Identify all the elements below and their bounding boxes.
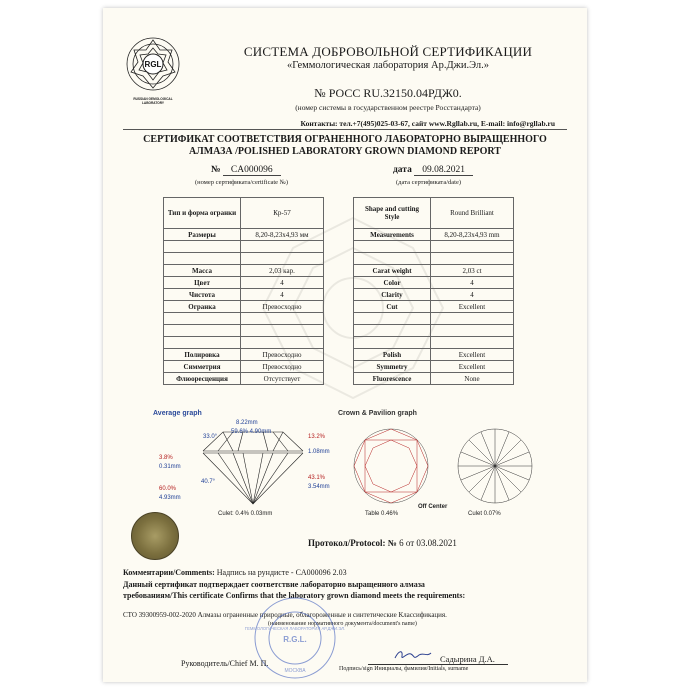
pavilion-depth-pct-label: 43.1% <box>308 475 326 481</box>
certificate-date-value: 09.08.2021 <box>414 165 473 176</box>
hologram-seal <box>131 512 179 560</box>
property-name: Polish <box>354 349 431 361</box>
culet-label: Culet: 0.4% 0.03mm <box>218 511 273 517</box>
handwritten-signature <box>393 648 433 662</box>
property-name: Цвет <box>164 277 241 289</box>
property-value: 4 <box>241 277 324 289</box>
property-value: 8,20-8,23х4,93 mm <box>431 229 514 241</box>
property-name <box>354 241 431 253</box>
property-value: 8,20-8,23х4,93 мм <box>241 229 324 241</box>
table-row <box>354 361 514 373</box>
registration-note: (номер системы в государственном реестре Росстандарта) <box>295 103 481 112</box>
certificate-date <box>393 165 473 175</box>
property-value: 4 <box>241 289 324 301</box>
property-name: Clarity <box>354 289 431 301</box>
table-row <box>354 198 514 229</box>
property-name <box>354 337 431 349</box>
property-value: 4 <box>431 289 514 301</box>
property-name <box>164 337 241 349</box>
comments-value: Надпись на рундисте - CA000096 2.03 <box>216 568 347 577</box>
report-title-line-1: СЕРТИФИКАТ СООТВЕТСТВИЯ ОГРАНЕННОГО ЛАБОРАТОРНО ВЫРАЩЕННОГО <box>143 134 547 145</box>
property-name: Color <box>354 277 431 289</box>
property-value <box>431 337 514 349</box>
table-row <box>354 337 514 349</box>
stamp-ring-text: ГЕММОЛОГИЧЕСКАЯ ЛАБОРАТОРИЯ АР.ДЖИ.ЭЛ. <box>244 626 346 631</box>
property-value <box>241 241 324 253</box>
property-name: Carat weight <box>354 265 431 277</box>
table-row <box>354 349 514 361</box>
registration-number: № РОСС RU.32150.04РДЖ0. <box>314 86 462 100</box>
property-value: Excellent <box>431 349 514 361</box>
signature-line <box>368 664 508 665</box>
rgl-logo <box>123 36 183 106</box>
property-value: Превосходно <box>241 349 324 361</box>
property-value <box>241 337 324 349</box>
property-value <box>241 253 324 265</box>
table-row <box>164 337 324 349</box>
property-name <box>164 241 241 253</box>
table-row <box>164 349 324 361</box>
property-value: 4 <box>431 277 514 289</box>
crown-pavilion-label: Crown & Pavilion graph <box>338 410 417 417</box>
table-row <box>354 229 514 241</box>
pavilion-depth-mm-label: 3.54mm <box>308 484 330 490</box>
property-name <box>354 313 431 325</box>
crown-graph-diagram <box>351 426 431 506</box>
confirmation-line-2: требованиям/This certificate Confirms that the laboratory grown diamond meets the requirements: <box>123 591 466 600</box>
property-name: Чистота <box>164 289 241 301</box>
property-name: Флюоресценция <box>164 373 241 385</box>
certificate-date-caption: (дата сертификата/date) <box>396 179 462 186</box>
property-name <box>164 325 241 337</box>
table-size-label: 59.6% 4.90mm <box>231 429 272 435</box>
comments-label: Комментарии/Comments: <box>123 568 215 577</box>
property-name: Масса <box>164 265 241 277</box>
property-name: Тип и форма огранки <box>164 198 241 229</box>
crown-angle-label: 33.0° <box>203 434 218 440</box>
table-row <box>354 325 514 337</box>
standard-document-note: (наименование нормативного документа/document's name) <box>268 621 417 627</box>
girdle-mm-label: 0.31mm <box>159 464 181 470</box>
property-name: Симметрия <box>164 361 241 373</box>
table-row <box>164 325 324 337</box>
table-row <box>354 265 514 277</box>
property-name: Fluorescence <box>354 373 431 385</box>
property-name: Размеры <box>164 229 241 241</box>
crown-height-pct-label: 13.2% <box>308 434 326 440</box>
property-name <box>354 325 431 337</box>
comments-line <box>123 568 347 577</box>
property-value: Excellent <box>431 301 514 313</box>
lab-name: «Геммологическая лаборатория Ар.Джи.Эл.» <box>286 60 490 71</box>
total-depth-mm-label: 4.93mm <box>159 495 181 501</box>
protocol-line <box>308 538 457 548</box>
stamp-city-text: МОСКВА <box>284 668 306 674</box>
stamp-center-text: R.G.L. <box>283 635 307 644</box>
contacts-line: Контакты: тел.+7(495)025-03-67, сайт www.Rgllab.ru, E-mail: info@rgllab.ru <box>300 119 555 128</box>
table-row <box>354 241 514 253</box>
header-divider <box>123 129 567 130</box>
girdle-pct-label: 3.8% <box>159 455 173 461</box>
table-row <box>354 373 514 385</box>
pavilion-angle-label: 40.7° <box>201 479 216 485</box>
system-title: СИСТЕМА ДОБРОВОЛЬНОЙ СЕРТИФИКАЦИИ <box>243 44 533 59</box>
property-value: Превосходно <box>241 301 324 313</box>
rgl-logo-emblem <box>123 36 183 92</box>
certificate-sheet <box>103 8 587 682</box>
property-name: Cut <box>354 301 431 313</box>
table-row <box>354 301 514 313</box>
certificate-number-value: CA000096 <box>223 165 281 176</box>
property-value: Excellent <box>431 361 514 373</box>
table-row <box>164 229 324 241</box>
table-row <box>164 289 324 301</box>
property-value <box>431 241 514 253</box>
property-value: Превосходно <box>241 361 324 373</box>
total-depth-pct-label: 60.0% <box>159 486 177 492</box>
property-value <box>241 313 324 325</box>
property-value: 2,03 ct <box>431 265 514 277</box>
table-row <box>354 313 514 325</box>
table-row <box>164 301 324 313</box>
certificate-date-label: дата <box>393 165 412 175</box>
crown-height-mm-label: 1.08mm <box>308 449 330 455</box>
protocol-label: Протокол/Protocol: № <box>308 538 397 548</box>
table-row <box>164 313 324 325</box>
table-row <box>164 277 324 289</box>
logo-caption-2: LABORATORY <box>141 101 165 105</box>
property-value: Кр-57 <box>241 198 324 229</box>
chief-label: Руководитель/Chief М. П. <box>181 659 269 668</box>
table-row <box>164 198 324 229</box>
table-row <box>354 253 514 265</box>
diameter-label: 8.22mm <box>236 420 258 426</box>
property-value <box>431 313 514 325</box>
table-offcenter-label: Table 0.46% <box>365 511 399 517</box>
property-name <box>354 253 431 265</box>
property-value <box>241 325 324 337</box>
properties-table-en <box>353 197 514 385</box>
property-name: Полировка <box>164 349 241 361</box>
average-graph-label: Average graph <box>153 410 202 417</box>
property-name: Огранка <box>164 301 241 313</box>
certificate-number <box>211 165 281 175</box>
property-value: Отсутствует <box>241 373 324 385</box>
signatory-name: Садырина Д.А. <box>440 654 495 664</box>
property-value: Round Brilliant <box>431 198 514 229</box>
property-value <box>431 325 514 337</box>
report-title-line-2: АЛМАЗА /POLISHED LABORATORY GROWN DIAMOND REPORT <box>189 146 501 157</box>
property-value <box>431 253 514 265</box>
property-value: None <box>431 373 514 385</box>
table-row <box>354 289 514 301</box>
confirmation-line-1: Данный сертификат подтверждает соответствие лабораторно выращенного алмаза <box>123 580 425 589</box>
culet-offcenter-label: Culet 0.07% <box>468 511 501 517</box>
table-row <box>164 265 324 277</box>
property-name: Shape and cutting Style <box>354 198 431 229</box>
standard-document: СТО 39300959-002-2020 Алмазы ограненные природные, облагороженные и синтетические Классификация. <box>123 611 447 619</box>
off-center-label: Off Center <box>418 504 448 510</box>
table-row <box>164 253 324 265</box>
protocol-value: 6 от 03.08.2021 <box>399 538 457 548</box>
property-value: 2,03 кар. <box>241 265 324 277</box>
property-name: Measurements <box>354 229 431 241</box>
table-row <box>164 241 324 253</box>
logo-text: RGL <box>144 60 162 69</box>
signature-caption: Подпись/sign Инициалы, фамилия/Initials, surname <box>339 666 469 672</box>
logo-caption-1: RUSSIAN GEMOLOGICAL <box>133 97 173 101</box>
table-row <box>354 277 514 289</box>
certificate-number-label: № <box>211 165 221 175</box>
table-row <box>164 361 324 373</box>
property-name: Symmetry <box>354 361 431 373</box>
certificate-number-caption: (номер сертификата/certificate №) <box>195 179 289 186</box>
property-name <box>164 313 241 325</box>
properties-table-ru <box>163 197 324 385</box>
pavilion-graph-diagram <box>455 426 535 506</box>
table-row <box>164 373 324 385</box>
property-name <box>164 253 241 265</box>
